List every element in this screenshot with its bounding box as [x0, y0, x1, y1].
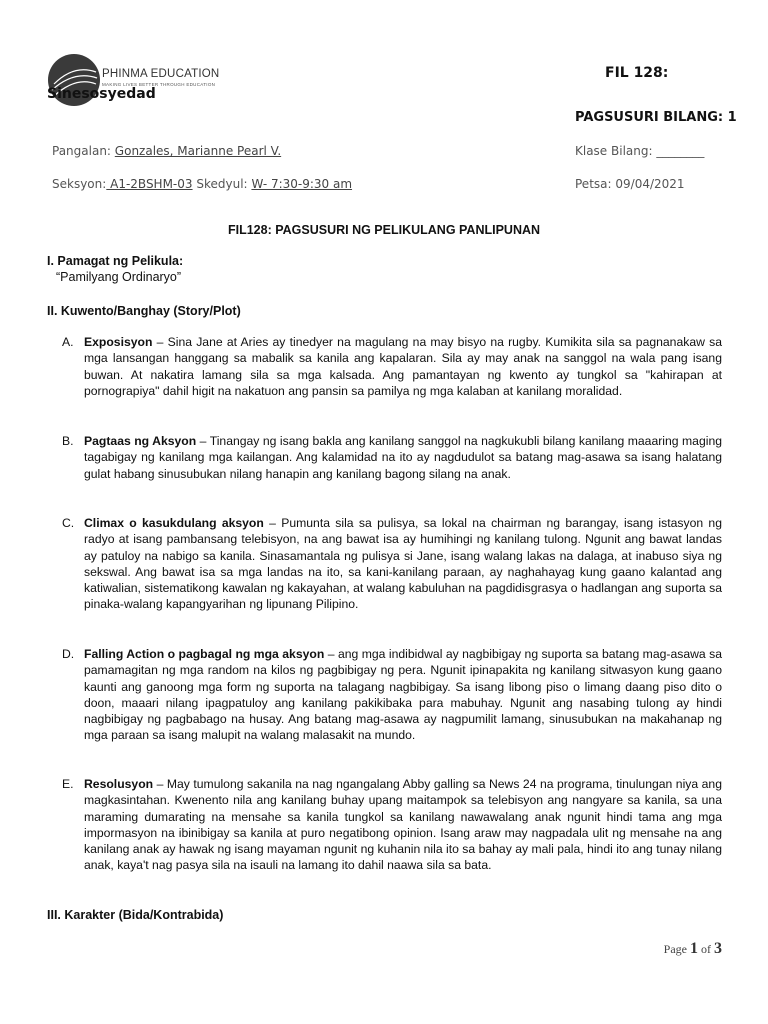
plot-item-a	[62, 334, 722, 399]
item-text: Sina Jane at Aries ay tinedyer na magulang na may bisyo na rugby. Kumikita sila sa pagnanakaw sa mga lansangan hanggang sa mabalik sa kanila ang kapalaran. Sila ay may anak na sanggol na wala pang isang buwan. At nakatira lamang sila sa mga kalsada. Ang pamantayan ng kwento ay tungkol sa "kahirapan at pornograpiya" dahil higit na nakatuon ang pansin sa pamilya ng mga kalaban at kanilang moralidad.	[84, 335, 722, 398]
item-separator: –	[324, 647, 338, 661]
class-value: ________	[656, 144, 705, 158]
section-row	[52, 177, 352, 191]
document-title: FIL128: PAGSUSURI NG PELIKULANG PANLIPUNAN	[227, 223, 541, 237]
of-word: of	[701, 942, 711, 956]
item-separator: –	[153, 777, 167, 791]
item-text: May tumulong sakanila na nag ngangalang Abby galling sa News 24 na programa, tinulungan niya ang magkasintahan. Kwenento nila ang kanilang buhay upang maitampok sa telebisyon ang nangyare sa kanila, sa una maraming dumarating na mensahe sa kanila tungkol sa kanilang nawawalang anak ngunit hindi tama ang mga impormasyon na ibinibigay sa kanila at puro negatibong opinion. Isang araw may nagpadala ulit ng mensahe na ang kanilang anak ay hawak ng isang mayaman ngunit ng kuhanin nila ito sa bahay ay mali pala, hindi ito ang tunay nilang anak, kaya't nag pasya sila na isauli na lamang ito dahil naawa sila sa bata.	[84, 777, 722, 873]
date-label: Petsa:	[575, 177, 612, 191]
item-text: Pumunta sila sa pulisya, sa lokal na chairman ng barangay, isang istasyon ng radyo at isang pambansang telebisyon, na ang bawat isa ay humihingi ng kanilang tulong. Ngunit ang bawat landas ay patuloy na nabigo sa kanila. Sinasamantala ng pulisya si Jane, isang walang lakas na dalaga, at inabuso siya ng sekswal. Ang bawat isa sa mga landas na ito, sa kani-kanilang paraan, ay naghahayag kung gaano kalantad ang katiwalian, sistematikong kawalan ng kakayahan, at walang kabuluhan na pagdidisgrasya o hadlangan ang suporta sa pinaka-walang kapangyarihan ng lipunang Pilipino.	[84, 516, 722, 612]
section2-heading: II. Kuwento/Banghay (Story/Plot)	[47, 304, 241, 318]
page-total: 3	[714, 940, 722, 957]
name-value: Gonzales, Marianne Pearl V.	[114, 144, 282, 158]
schedule-value: W- 7:30-9:30 am	[251, 177, 353, 191]
item-letter: A.	[62, 335, 74, 349]
name-label: Pangalan:	[52, 144, 111, 158]
page-number	[664, 940, 722, 958]
item-text: ang mga indibidwal ay nagbibigay ng suporta sa batang mag-asawa sa pamamagitan ng mga random na kilos ng pagbibigay ng pera. Ngunit ipinapakita ng kanilang sitwasyon kung gaano kaunti ang ganoong mga form ng suporta na talagang nagbibigay. Sa isang libong piso o limang daang piso dito o doon, maaari nilang ipagpatuloy ang kanilang pakikibaka para mabuhay. Ngunit ang nasabing tulong ay hindi nagbibigay ng pagbabago na husay. Ang batang mag-asawa ay nagpumilit lamang, sinusubukan na makahanap ng mga paraan sa isang malupit na walang malasakit na mundo.	[84, 647, 722, 743]
plot-item-c	[62, 515, 722, 613]
item-letter: C.	[62, 516, 75, 530]
section3-heading: III. Karakter (Bida/Kontrabida)	[47, 908, 224, 922]
class-label: Klase Bilang:	[575, 144, 653, 158]
item-term: Climax o kasukdulang aksyon	[84, 516, 264, 530]
item-term: Pagtaas ng Aksyon	[84, 434, 197, 448]
page-word: Page	[663, 942, 687, 956]
section-value: A1-2BSHM-03	[106, 177, 193, 191]
logo-tagline: MAKING LIVES BETTER THROUGH EDUCATION	[102, 82, 216, 87]
item-term: Falling Action o pagbagal ng mga aksyon	[84, 647, 325, 661]
movie-title: “Pamilyang Ordinaryo”	[56, 270, 182, 284]
page-current: 1	[690, 940, 698, 957]
logo-name: PHINMA EDUCATION	[102, 68, 220, 80]
section-label: Seksyon:	[52, 177, 107, 191]
name-row	[52, 144, 281, 158]
course-code: FIL 128:	[605, 65, 669, 81]
plot-item-d	[62, 646, 722, 744]
item-term: Exposisyon	[84, 335, 153, 349]
item-separator: –	[263, 516, 282, 530]
class-row	[575, 144, 704, 158]
item-letter: B.	[62, 434, 74, 448]
date-value: 09/04/2021	[615, 177, 685, 191]
item-letter: E.	[62, 777, 74, 791]
exam-label: PAGSUSURI BILANG: 1	[575, 110, 737, 125]
date-row	[575, 177, 685, 191]
item-separator: –	[152, 335, 168, 349]
item-text: Tinangay ng isang bakla ang kanilang sanggol na nagkukubli bilang kanilang maaaring maging tagabigay ng kanilang mga kailangan. Ang kalamidad na ito ay nagdudulot sa batang mag-asawa sa isang halatang gulat habang sinusubukan nilang hanapin ang kanilang bagong silang na anak.	[84, 434, 722, 481]
section1-heading: I. Pamagat ng Pelikula:	[47, 254, 184, 268]
plot-item-b	[62, 433, 722, 482]
item-separator: –	[196, 434, 210, 448]
plot-item-e	[62, 776, 722, 874]
item-term: Resolusyon	[84, 777, 154, 791]
school-word: Sinesosyedad	[47, 86, 156, 102]
item-letter: D.	[62, 647, 75, 661]
schedule-label: Skedyul:	[196, 177, 248, 191]
